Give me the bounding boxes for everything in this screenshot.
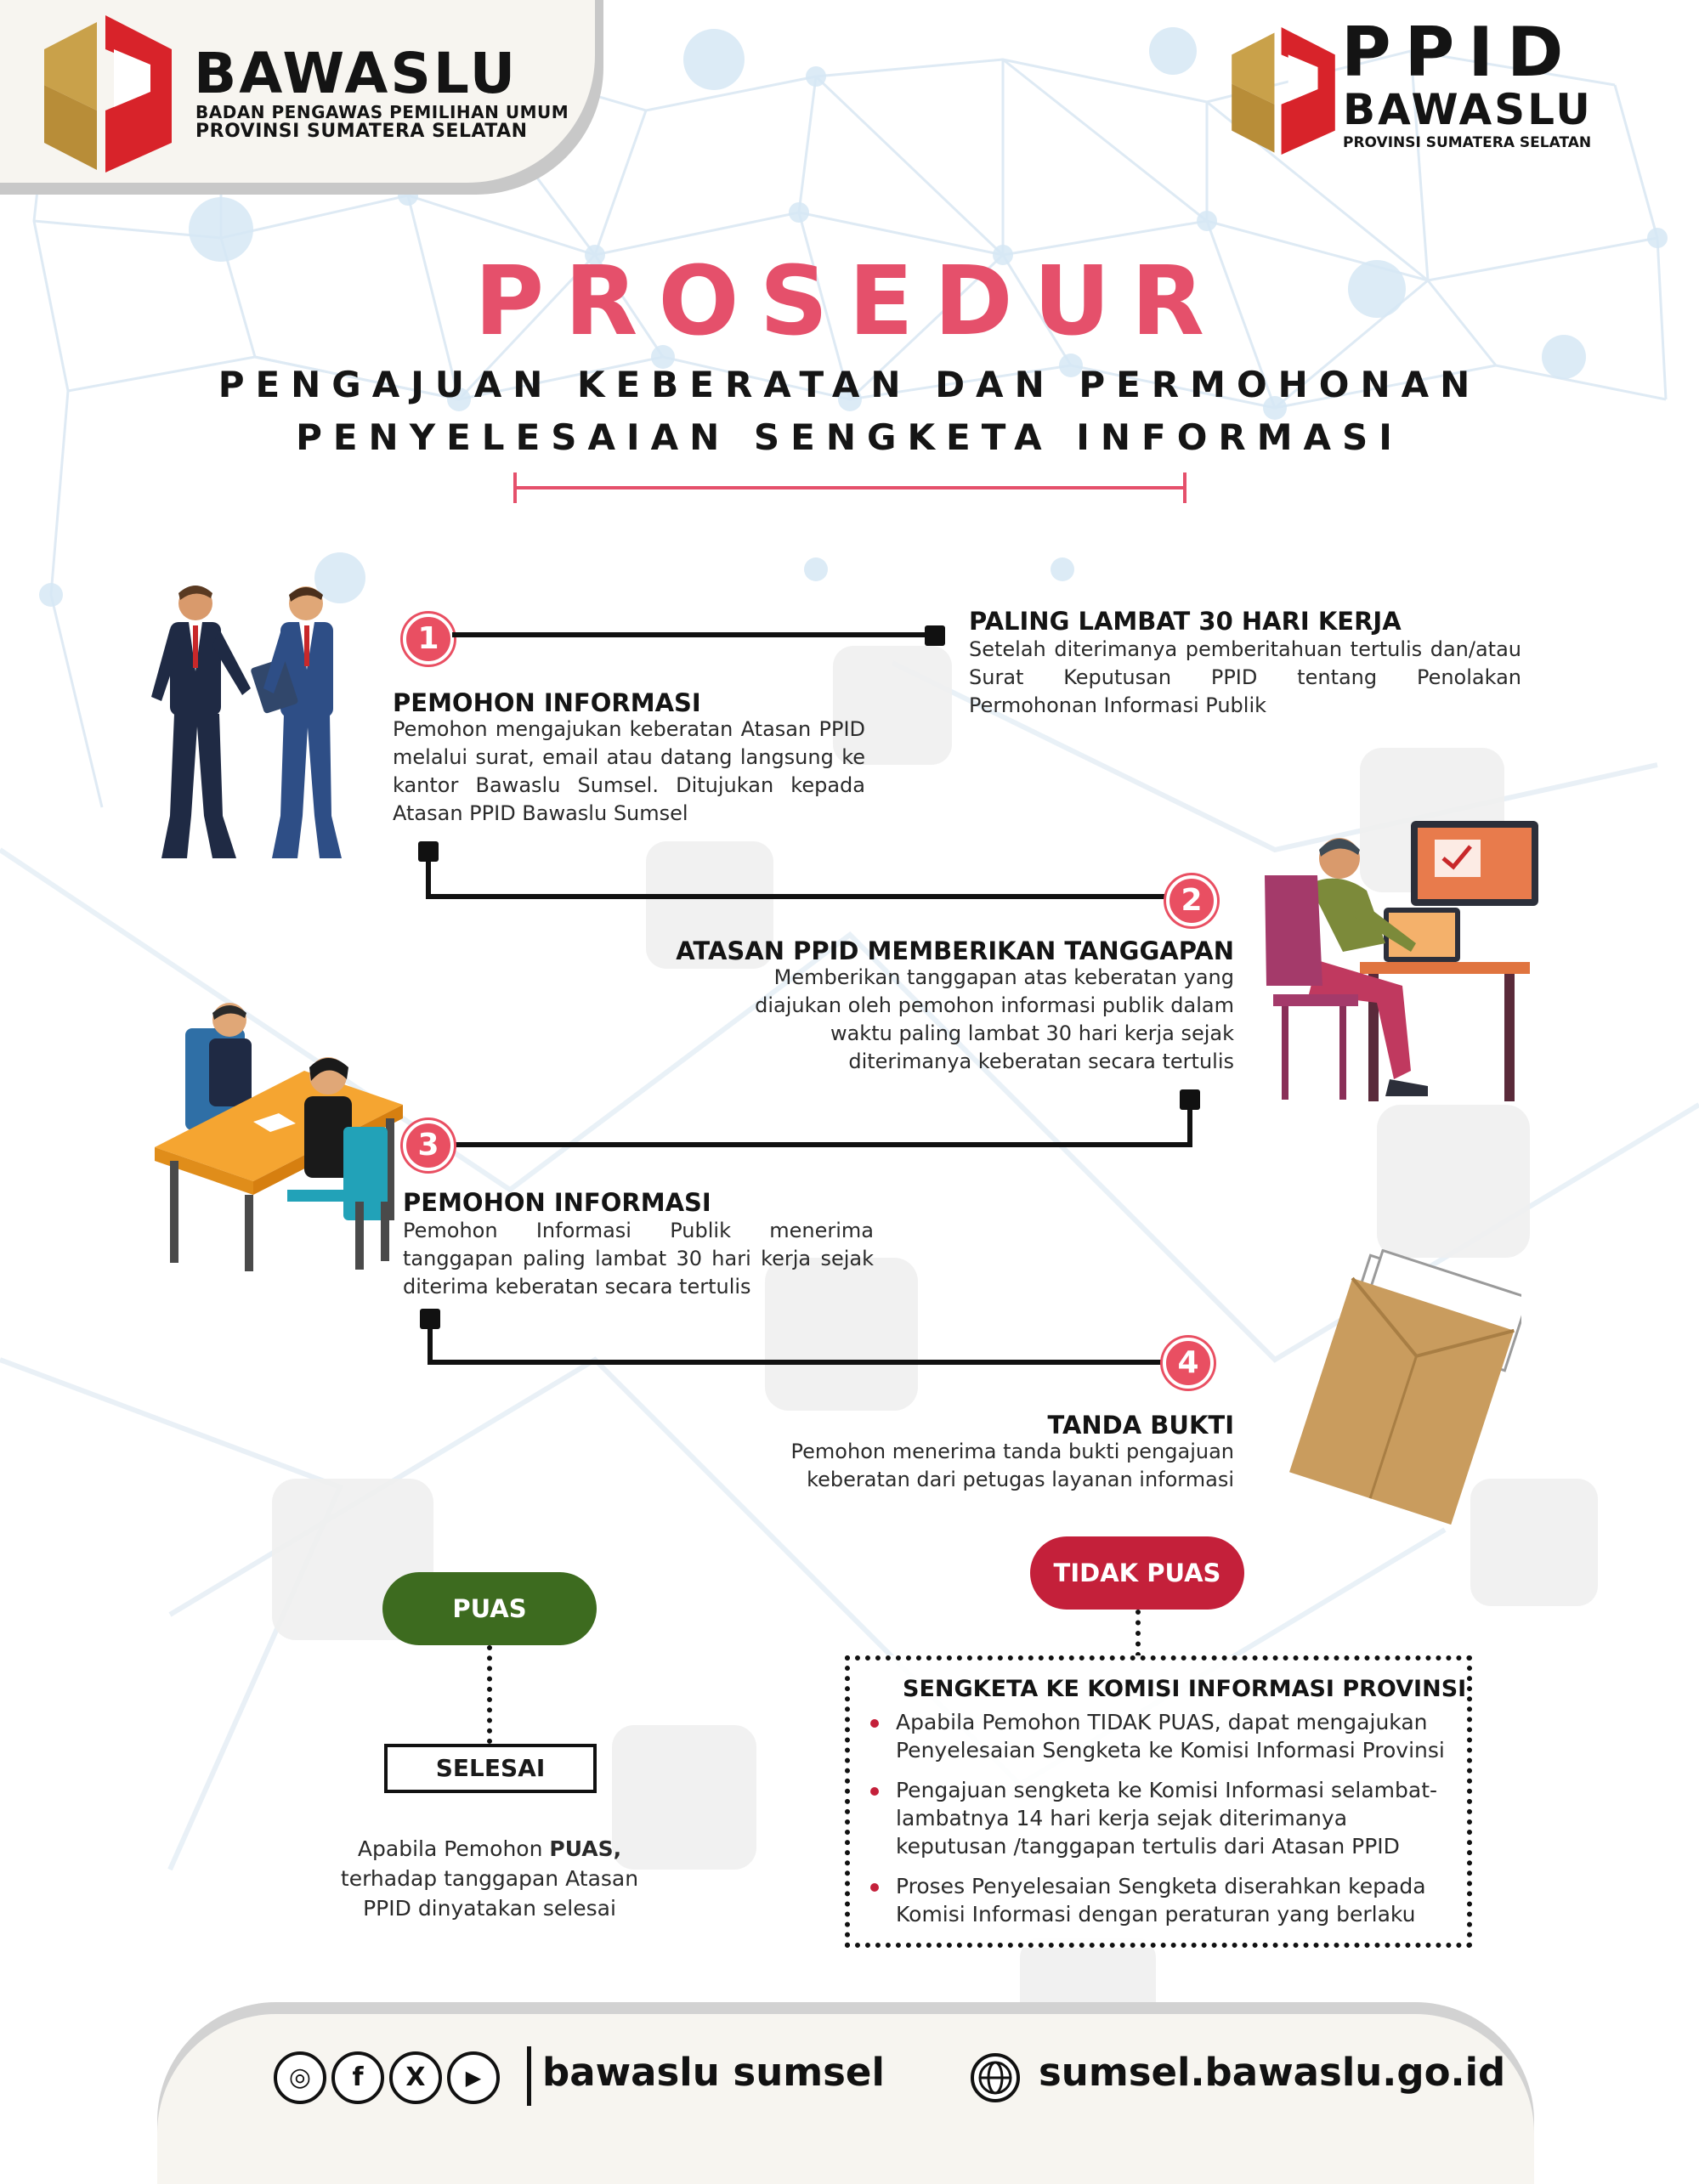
ppid-subtitle: PROVINSI SUMATERA SELATAN [1343,134,1592,151]
step-4-connector-vertical [428,1321,433,1365]
title-underline-cap-right [1183,472,1186,503]
step-1-text: Pemohon mengajukan keberatan Atasan PPID melalui surat, email atau datang langsung ke kantor Bawaslu Sumsel. Ditujukan kepada Atasan PPID Bawaslu Sumsel [393,717,865,825]
step-1-connector-end [925,625,945,646]
dispute-box [845,1655,1472,1948]
puas-note-line1 [323,1834,656,1864]
globe-icon [969,2051,1022,2104]
step-4-number: 4 [1163,1338,1214,1389]
dispute-bullet [869,1708,1447,1764]
title-underline-cap-left [513,472,517,503]
step-4-text-line: keberatan dari petugas layanan informasi [807,1468,1234,1491]
puas-connector [487,1645,492,1744]
dispute-bullet [869,1776,1447,1860]
step-1-title: PEMOHON INFORMASI [393,688,701,717]
subtitle-line2: PENYELESAIAN SENGKETA INFORMASI [296,416,1403,458]
step-2-connector-vertical [426,853,431,899]
bullet-dot-icon [870,1883,879,1892]
dispute-title: SENGKETA KE KOMISI INFORMASI PROVINSI [903,1676,1467,1702]
step-1-side-text: Setelah diterimanya pemberitahuan tertulis dan/atau Surat Keputusan PPID tentang Penolakan Permohonan Informasi Publik [969,637,1521,717]
step-2-text-line: diterimanya keberatan secara tertulis [848,1050,1234,1073]
x-icon[interactable]: X [389,2051,442,2104]
puas-note-line2: terhadap tanggapan Atasan [340,1866,639,1891]
businessmen-illustration [144,578,365,875]
step-4-connector [428,1360,1175,1365]
bullet-dot-icon [870,1787,879,1796]
dispute-bullet-text: Pengajuan sengketa ke Komisi Informasi selambat-lambatnya 14 hari kerja sejak diterimanya keputusan /tanggapan tertulis dari Atasan PPID [896,1778,1438,1859]
bawaslu-logo-icon [36,15,180,173]
step-3-connector [450,1142,1192,1147]
step-2-text-line: diajukan oleh pemohon informasi publik dalam [755,993,1234,1017]
ppid-logo-icon [1224,27,1343,155]
bullet-dot-icon [870,1719,879,1728]
envelope-icon [1266,1249,1521,1547]
step-3-text: Pemohon Informasi Publik menerima tanggapan paling lambat 30 hari kerja sejak diterima keberatan secara tertulis [403,1219,874,1299]
step-4-text-line: Pemohon menerima tanda bukti pengajuan [790,1440,1234,1463]
computer-worker-illustration [1258,816,1547,1113]
facebook-icon[interactable]: f [331,2051,384,2104]
desk-meeting-illustration [151,994,406,1275]
bawaslu-subtitle-line1: BADAN PENGAWAS PEMILIHAN UMUM [195,102,569,122]
dispute-bullet [869,1872,1447,1928]
instagram-icon[interactable]: ◎ [274,2051,326,2104]
step-1-side-title: PALING LAMBAT 30 HARI KERJA [969,607,1402,636]
page-title: PROSEDUR [474,246,1225,357]
step-4-text [765,1438,1234,1494]
tidak-puas-connector [1135,1610,1141,1657]
step-4-title: TANDA BUKTI [1047,1411,1234,1440]
step-1-number: 1 [403,614,454,665]
puas-badge: PUAS [382,1572,597,1645]
step-1-connector [452,632,935,637]
tidak-puas-badge: TIDAK PUAS [1030,1536,1244,1610]
dispute-bullet-text: Apabila Pemohon TIDAK PUAS, dapat mengajukan Penyelesaian Sengketa ke Komisi Informasi Provinsi [896,1710,1445,1762]
puas-note-prefix: Apabila Pemohon [357,1836,550,1861]
puas-note-bold: PUAS, [549,1836,622,1861]
selesai-box: SELESAI [384,1744,597,1793]
step-3-connector-vertical [1187,1101,1192,1146]
subtitle-line1: PENGAJUAN KEBERATAN DAN PERMOHONAN [218,364,1481,405]
step-3-number: 3 [403,1120,454,1171]
step-2-text-line: waktu paling lambat 30 hari kerja sejak [830,1021,1234,1045]
dispute-list [869,1708,1447,1940]
footer-website[interactable]: sumsel.bawaslu.go.id [1039,2050,1506,2095]
bawaslu-subtitle-line2: PROVINSI SUMATERA SELATAN [195,121,528,142]
ppid-wordmark: PPID [1341,13,1577,92]
step-3-title: PEMOHON INFORMASI [403,1188,711,1217]
dispute-bullet-text: Proses Penyelesaian Sengketa diserahkan kepada Komisi Informasi dengan peraturan yang berlaku [896,1874,1426,1927]
footer-handle[interactable]: bawaslu sumsel [542,2050,885,2095]
youtube-icon[interactable]: ▶ [447,2051,500,2104]
step-2-text-line: Memberikan tanggapan atas keberatan yang [773,965,1234,989]
step-2-number: 2 [1166,875,1217,926]
title-underline [513,486,1186,489]
bawaslu-wordmark: BAWASLU [194,41,518,106]
puas-note [323,1834,656,1923]
step-2-connector [426,894,1174,899]
ppid-bawaslu-wordmark: BAWASLU [1343,85,1593,134]
step-2-text [663,964,1234,1076]
step-2-title: ATASAN PPID MEMBERIKAN TANGGAPAN [676,936,1234,965]
footer-divider [527,2046,531,2106]
puas-note-line3: PPID dinyatakan selesai [363,1896,616,1921]
